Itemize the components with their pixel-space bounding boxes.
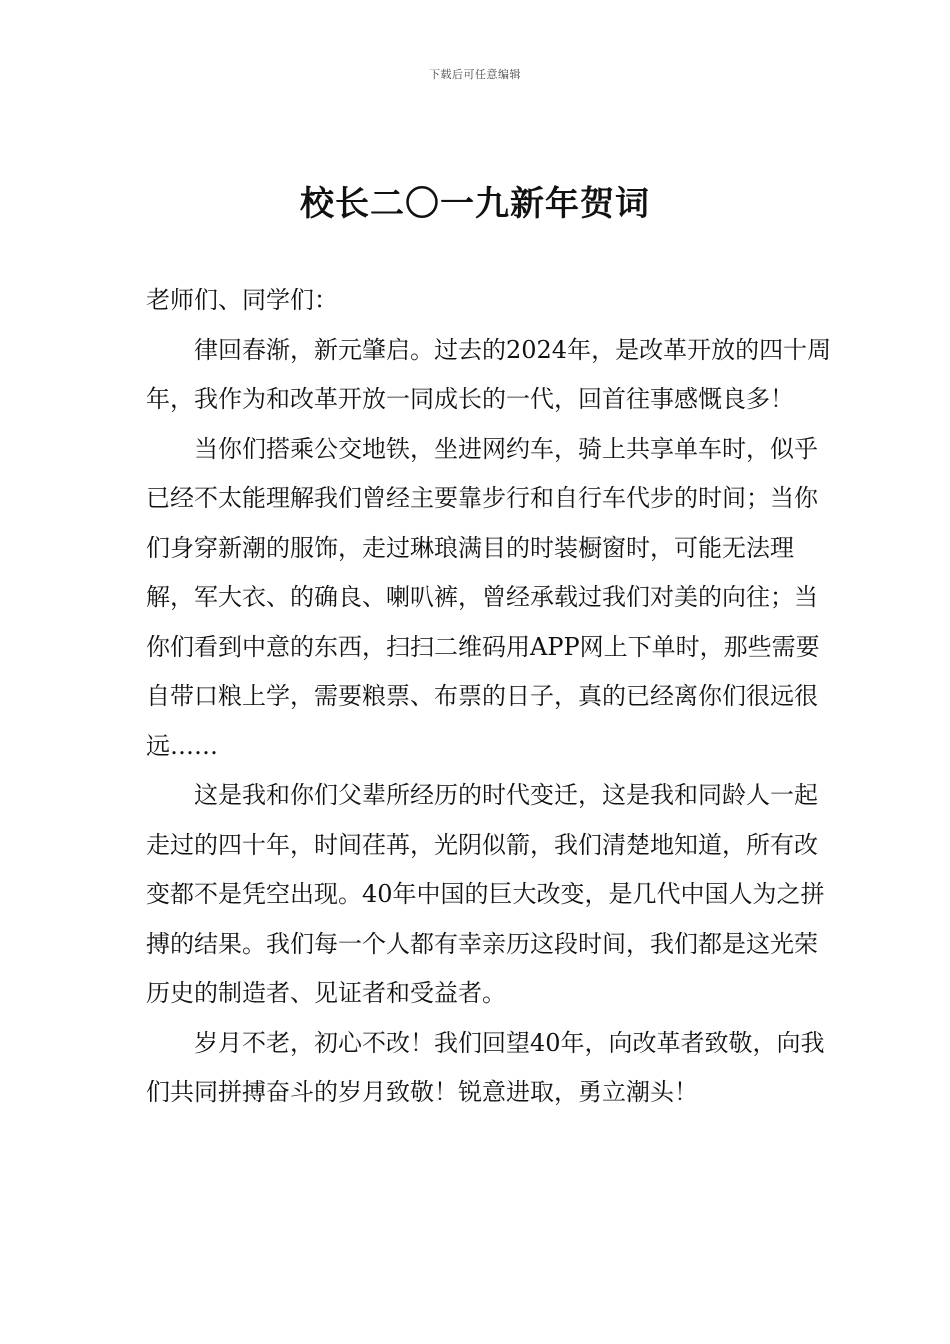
paragraph-2: 当你们搭乘公交地铁，坐进网约车，骑上共享单车时，似乎已经不太能理解我们曾经主要靠步行和自行车代步的时间；当你们身穿新潮的服饰，走过琳琅满目的时装橱窗时，可能无法理解，军大衣、的确良、喇叭裤，曾经承载过我们对美的向往；当你们看到中意的东西，扫扫二维码用APP网上下单时，那些需要自带口粮上学，需要粮票、布票的日子，真的已经离你们很远很远…… — [146, 434, 820, 760]
salutation: 老师们、同学们： — [146, 286, 338, 314]
header-note: 下载后可任意编辑 — [429, 68, 521, 81]
page-title: 校长二〇一九新年贺词 — [300, 184, 650, 224]
paragraph-3: 这是我和你们父辈所经历的时代变迁，这是我和同龄人一起走过的四十年，时间荏苒，光阴似箭，我们清楚地知道，所有改变都不是凭空出现。40年中国的巨大改变，是几代中国人为之拼搏的结果。我们每一个人都有幸亲历这段时间，我们都是这光荣历史的制造者、见证者和受益者。 — [146, 781, 825, 1007]
paragraph-4: 岁月不老，初心不改！我们回望40年，向改革者致敬，向我们共同拼搏奋斗的岁月致敬！锐意进取，勇立潮头！ — [146, 1028, 825, 1106]
document-body — [146, 276, 836, 1118]
paragraph-1: 律回春渐，新元肇启。过去的2024年，是改革开放的四十周年，我作为和改革开放一同成长的一代，回首往事感慨良多！ — [146, 335, 832, 413]
